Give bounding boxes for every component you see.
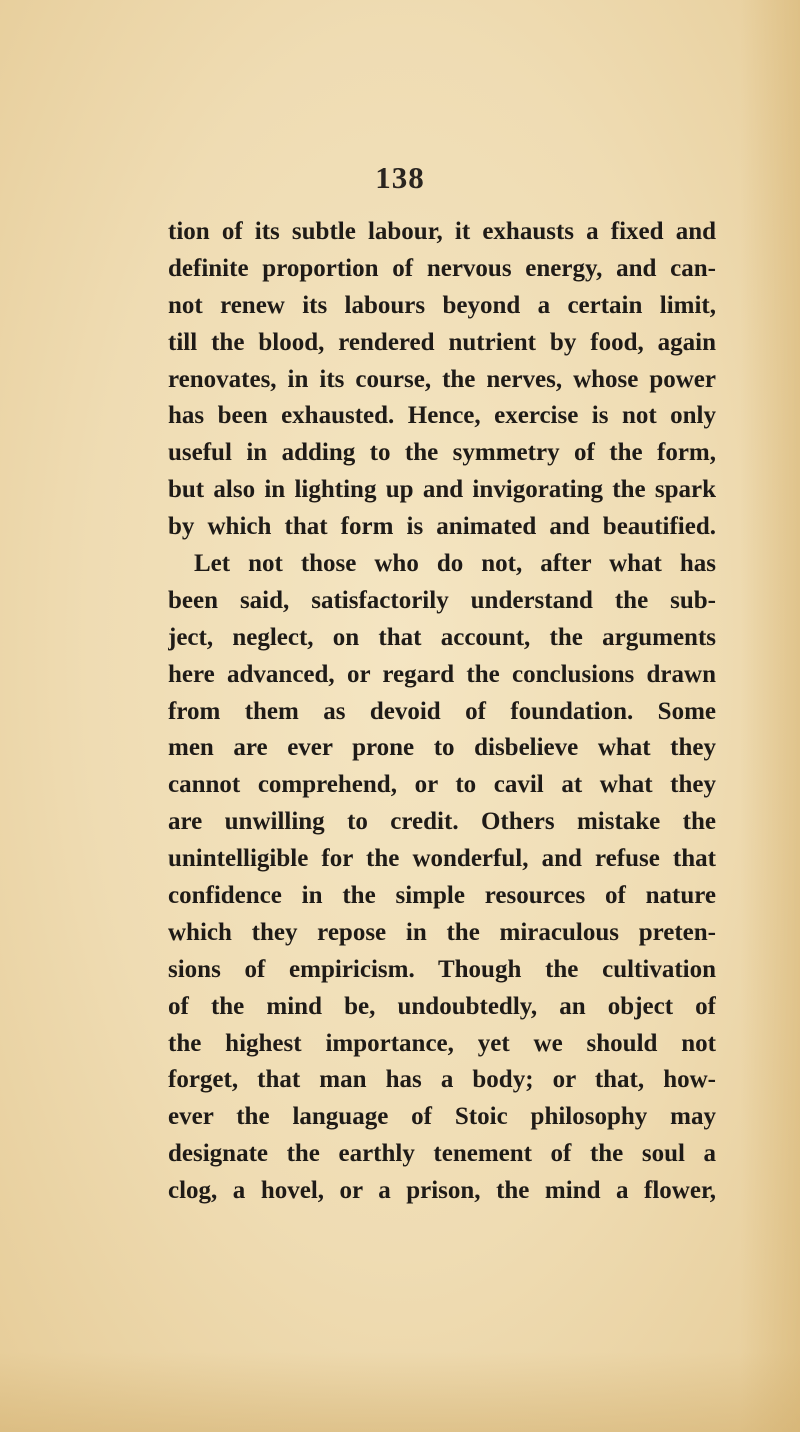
text-line: designate the earthly tenement of the soul a xyxy=(168,1140,716,1168)
body-text xyxy=(168,214,716,1210)
text-line: from them as devoid of foundation. Some xyxy=(168,697,716,725)
text-line: but also in lighting up and invigorating the spark xyxy=(168,476,716,504)
text-line: ject, neglect, on that account, the arguments xyxy=(168,623,716,651)
text-line: ever the language of Stoic philosophy may xyxy=(168,1103,716,1131)
paper-edge-shading xyxy=(740,0,800,1432)
text-line: men are ever prone to disbelieve what they xyxy=(168,734,716,762)
paper-bottom-shading xyxy=(0,1352,800,1432)
text-line: clog, a hovel, or a prison, the mind a flower, xyxy=(168,1177,716,1205)
text-line: confidence in the simple resources of nature xyxy=(168,882,716,910)
text-line: not renew its labours beyond a certain limit, xyxy=(168,291,716,319)
text-line: are unwilling to credit. Others mistake the xyxy=(168,808,716,836)
text-line-paragraph-start: Let not those who do not, after what has xyxy=(194,550,716,578)
text-line: has been exhausted. Hence, exercise is not only xyxy=(168,402,716,430)
text-line: sions of empiricism. Though the cultivation xyxy=(168,955,716,983)
text-line: forget, that man has a body; or that, how- xyxy=(168,1066,716,1094)
text-line: unintelligible for the wonderful, and refuse that xyxy=(168,845,716,873)
text-line: tion of its subtle labour, it exhausts a fixed and xyxy=(168,218,716,245)
text-line: been said, satisfactorily understand the sub- xyxy=(168,586,716,614)
text-line: cannot comprehend, or to cavil at what they xyxy=(168,771,716,799)
page-number: 138 xyxy=(375,160,425,195)
text-line: here advanced, or regard the conclusions drawn xyxy=(168,660,716,688)
text-line: definite proportion of nervous energy, and can- xyxy=(168,254,716,282)
text-line: of the mind be, undoubtedly, an object of xyxy=(168,992,716,1020)
text-line: till the blood, rendered nutrient by food, again xyxy=(168,328,716,356)
text-line: the highest importance, yet we should not xyxy=(168,1029,716,1057)
text-line: which they repose in the miraculous preten- xyxy=(168,918,716,946)
text-line: renovates, in its course, the nerves, whose power xyxy=(168,365,716,393)
text-line: useful in adding to the symmetry of the form, xyxy=(168,439,716,467)
text-line: by which that form is animated and beautified. xyxy=(168,513,716,541)
